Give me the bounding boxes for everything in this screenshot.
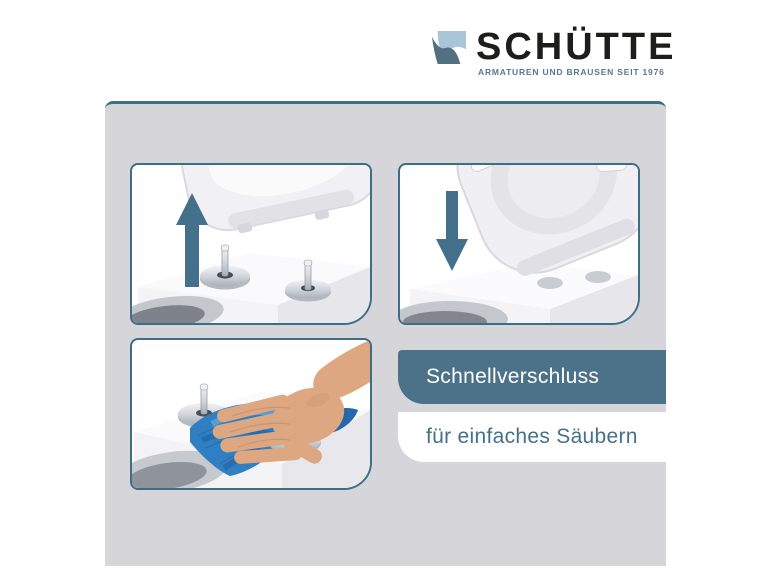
cleaning-hand-illustration (132, 340, 370, 488)
toilet-lid-raised (174, 165, 370, 245)
feature-title-text: Schnellverschluss (426, 365, 600, 388)
toilet-seat-lift-illustration (132, 165, 370, 323)
brand-tagline: ARMATUREN UND BRAUSEN SEIT 1976 (478, 67, 665, 77)
step-panel-wipe-clean (130, 338, 372, 490)
step-panel-lift-seat (130, 163, 372, 325)
logo-wave-svg (432, 31, 466, 64)
arrow-down-icon (436, 191, 468, 271)
feature-subtitle-text: für einfaches Säubern (426, 425, 638, 448)
schuette-logo-icon (432, 31, 466, 64)
ceramic-base (132, 253, 370, 323)
feature-banner-title (398, 350, 666, 404)
toilet-seat-lower-illustration (400, 165, 638, 323)
mount-foot-left (537, 277, 563, 289)
feature-banner-subtitle (398, 412, 772, 462)
brand-name: SCHÜTTE (476, 26, 677, 68)
toilet-lid-lowering (440, 165, 638, 289)
step-panel-lower-seat (398, 163, 640, 325)
mount-foot-right (585, 271, 611, 283)
